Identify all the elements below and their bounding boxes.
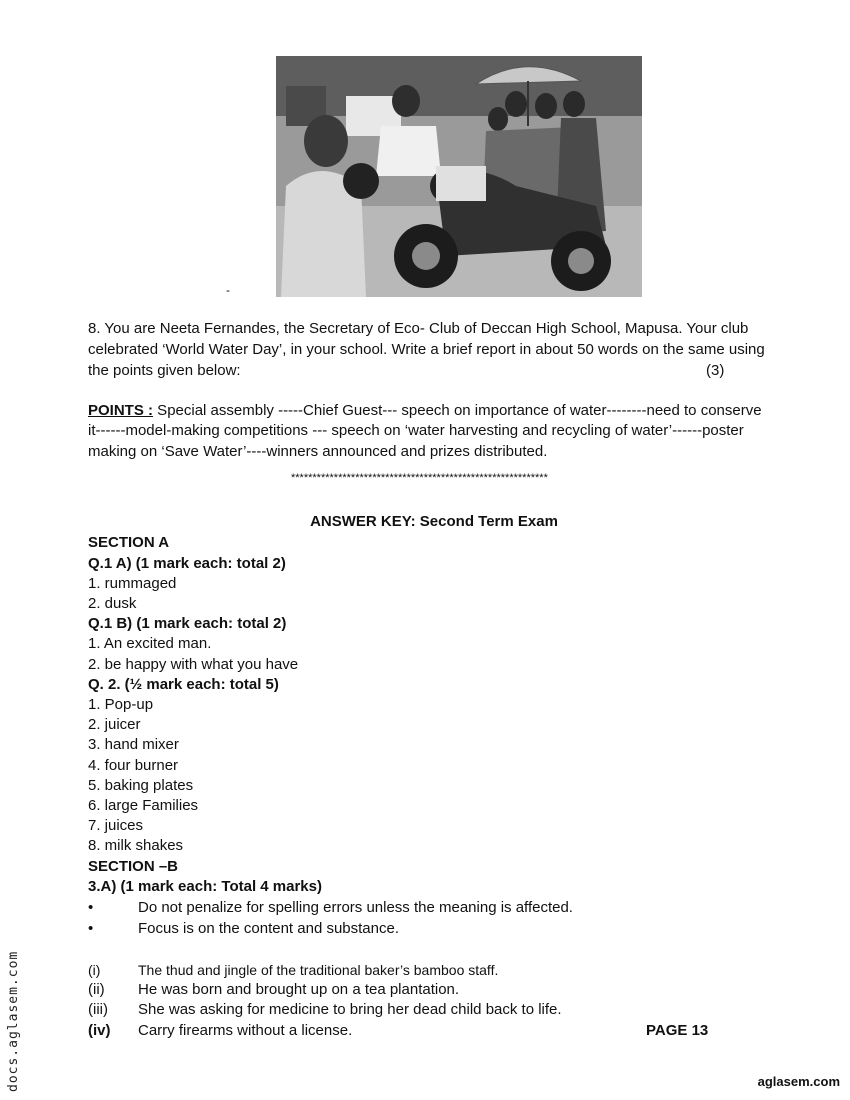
- page-number: PAGE 13: [646, 1022, 709, 1039]
- points-line-2: it------model-making competitions --- speech on ‘water harvesting and recycling of water’------poster: [88, 422, 744, 439]
- photo-rain-motorbike-icon: [276, 56, 642, 297]
- q2-heading: Q. 2. (½ mark each: total 5): [88, 676, 279, 693]
- bullet-text-1: Do not penalize for spelling errors unless the meaning is affected.: [138, 899, 573, 916]
- stray-dash: -: [226, 283, 230, 297]
- q2-answer-8: 8. milk shakes: [88, 837, 184, 854]
- answer-num-i: (i): [88, 962, 101, 978]
- side-watermark: docs.aglasem.com: [6, 950, 21, 1092]
- q1b-heading: Q.1 B) (1 mark each: total 2): [88, 615, 287, 632]
- q2-answer-1: 1. Pop-up: [88, 696, 154, 713]
- q8-line-3: the points given below:: [88, 362, 241, 379]
- q1a-heading: Q.1 A) (1 mark each: total 2): [88, 555, 286, 572]
- q1a-answer-1: 1. rummaged: [88, 575, 177, 592]
- q1b-answer-1: 1. An excited man.: [88, 635, 212, 652]
- answer-text-i: The thud and jingle of the traditional baker’s bamboo staff.: [138, 962, 499, 978]
- site-footer: aglasem.com: [757, 1074, 840, 1089]
- section-b-heading: SECTION –B: [88, 858, 179, 875]
- q1b-answer-2: 2. be happy with what you have: [88, 656, 299, 673]
- answer-key-title: ANSWER KEY: Second Term Exam: [310, 513, 558, 530]
- answer-num-iii: (iii): [88, 1001, 108, 1018]
- bullet-text-2: Focus is on the content and substance.: [138, 920, 399, 937]
- section-a-heading: SECTION A: [88, 534, 170, 551]
- q8-line-2: celebrated ‘World Water Day’, in your school. Write a brief report in about 50 words on the same using: [88, 341, 765, 358]
- q8-line-1: 8. You are Neeta Fernandes, the Secretary of Eco- Club of Deccan High School, Mapusa. Your club: [88, 320, 749, 337]
- q2-answer-5: 5. baking plates: [88, 777, 194, 794]
- q2-answer-6: 6. large Families: [88, 797, 199, 814]
- photo-rain-motorbike: [276, 56, 642, 297]
- q3a-heading: 3.A) (1 mark each: Total 4 marks): [88, 878, 322, 895]
- bullet-icon: •: [88, 920, 94, 937]
- q2-answer-3: 3. hand mixer: [88, 736, 179, 753]
- q1a-answer-2: 2. dusk: [88, 595, 137, 612]
- points-line-3: making on ‘Save Water’----winners announced and prizes distributed.: [88, 443, 548, 460]
- answer-text-ii: He was born and brought up on a tea plantation.: [138, 981, 460, 998]
- points-line-1: [88, 401, 762, 421]
- answer-num-ii: (ii): [88, 981, 105, 998]
- q2-answer-4: 4. four burner: [88, 757, 179, 774]
- answer-text-iv: Carry firearms without a license.: [138, 1022, 353, 1039]
- answer-text-iii: She was asking for medicine to bring her dead child back to life.: [138, 1001, 562, 1018]
- q2-answer-7: 7. juices: [88, 817, 144, 834]
- points-label: POINTS :: [88, 402, 154, 419]
- q2-answer-2: 2. juicer: [88, 716, 141, 733]
- answer-num-iv: (iv): [88, 1022, 111, 1039]
- bullet-icon: •: [88, 899, 94, 916]
- q8-marks: (3): [706, 362, 725, 379]
- points-text-1: Special assembly -----Chief Guest--- speech on importance of water--------need to conserve: [153, 402, 762, 419]
- divider-stars: ************************************************************: [291, 472, 548, 484]
